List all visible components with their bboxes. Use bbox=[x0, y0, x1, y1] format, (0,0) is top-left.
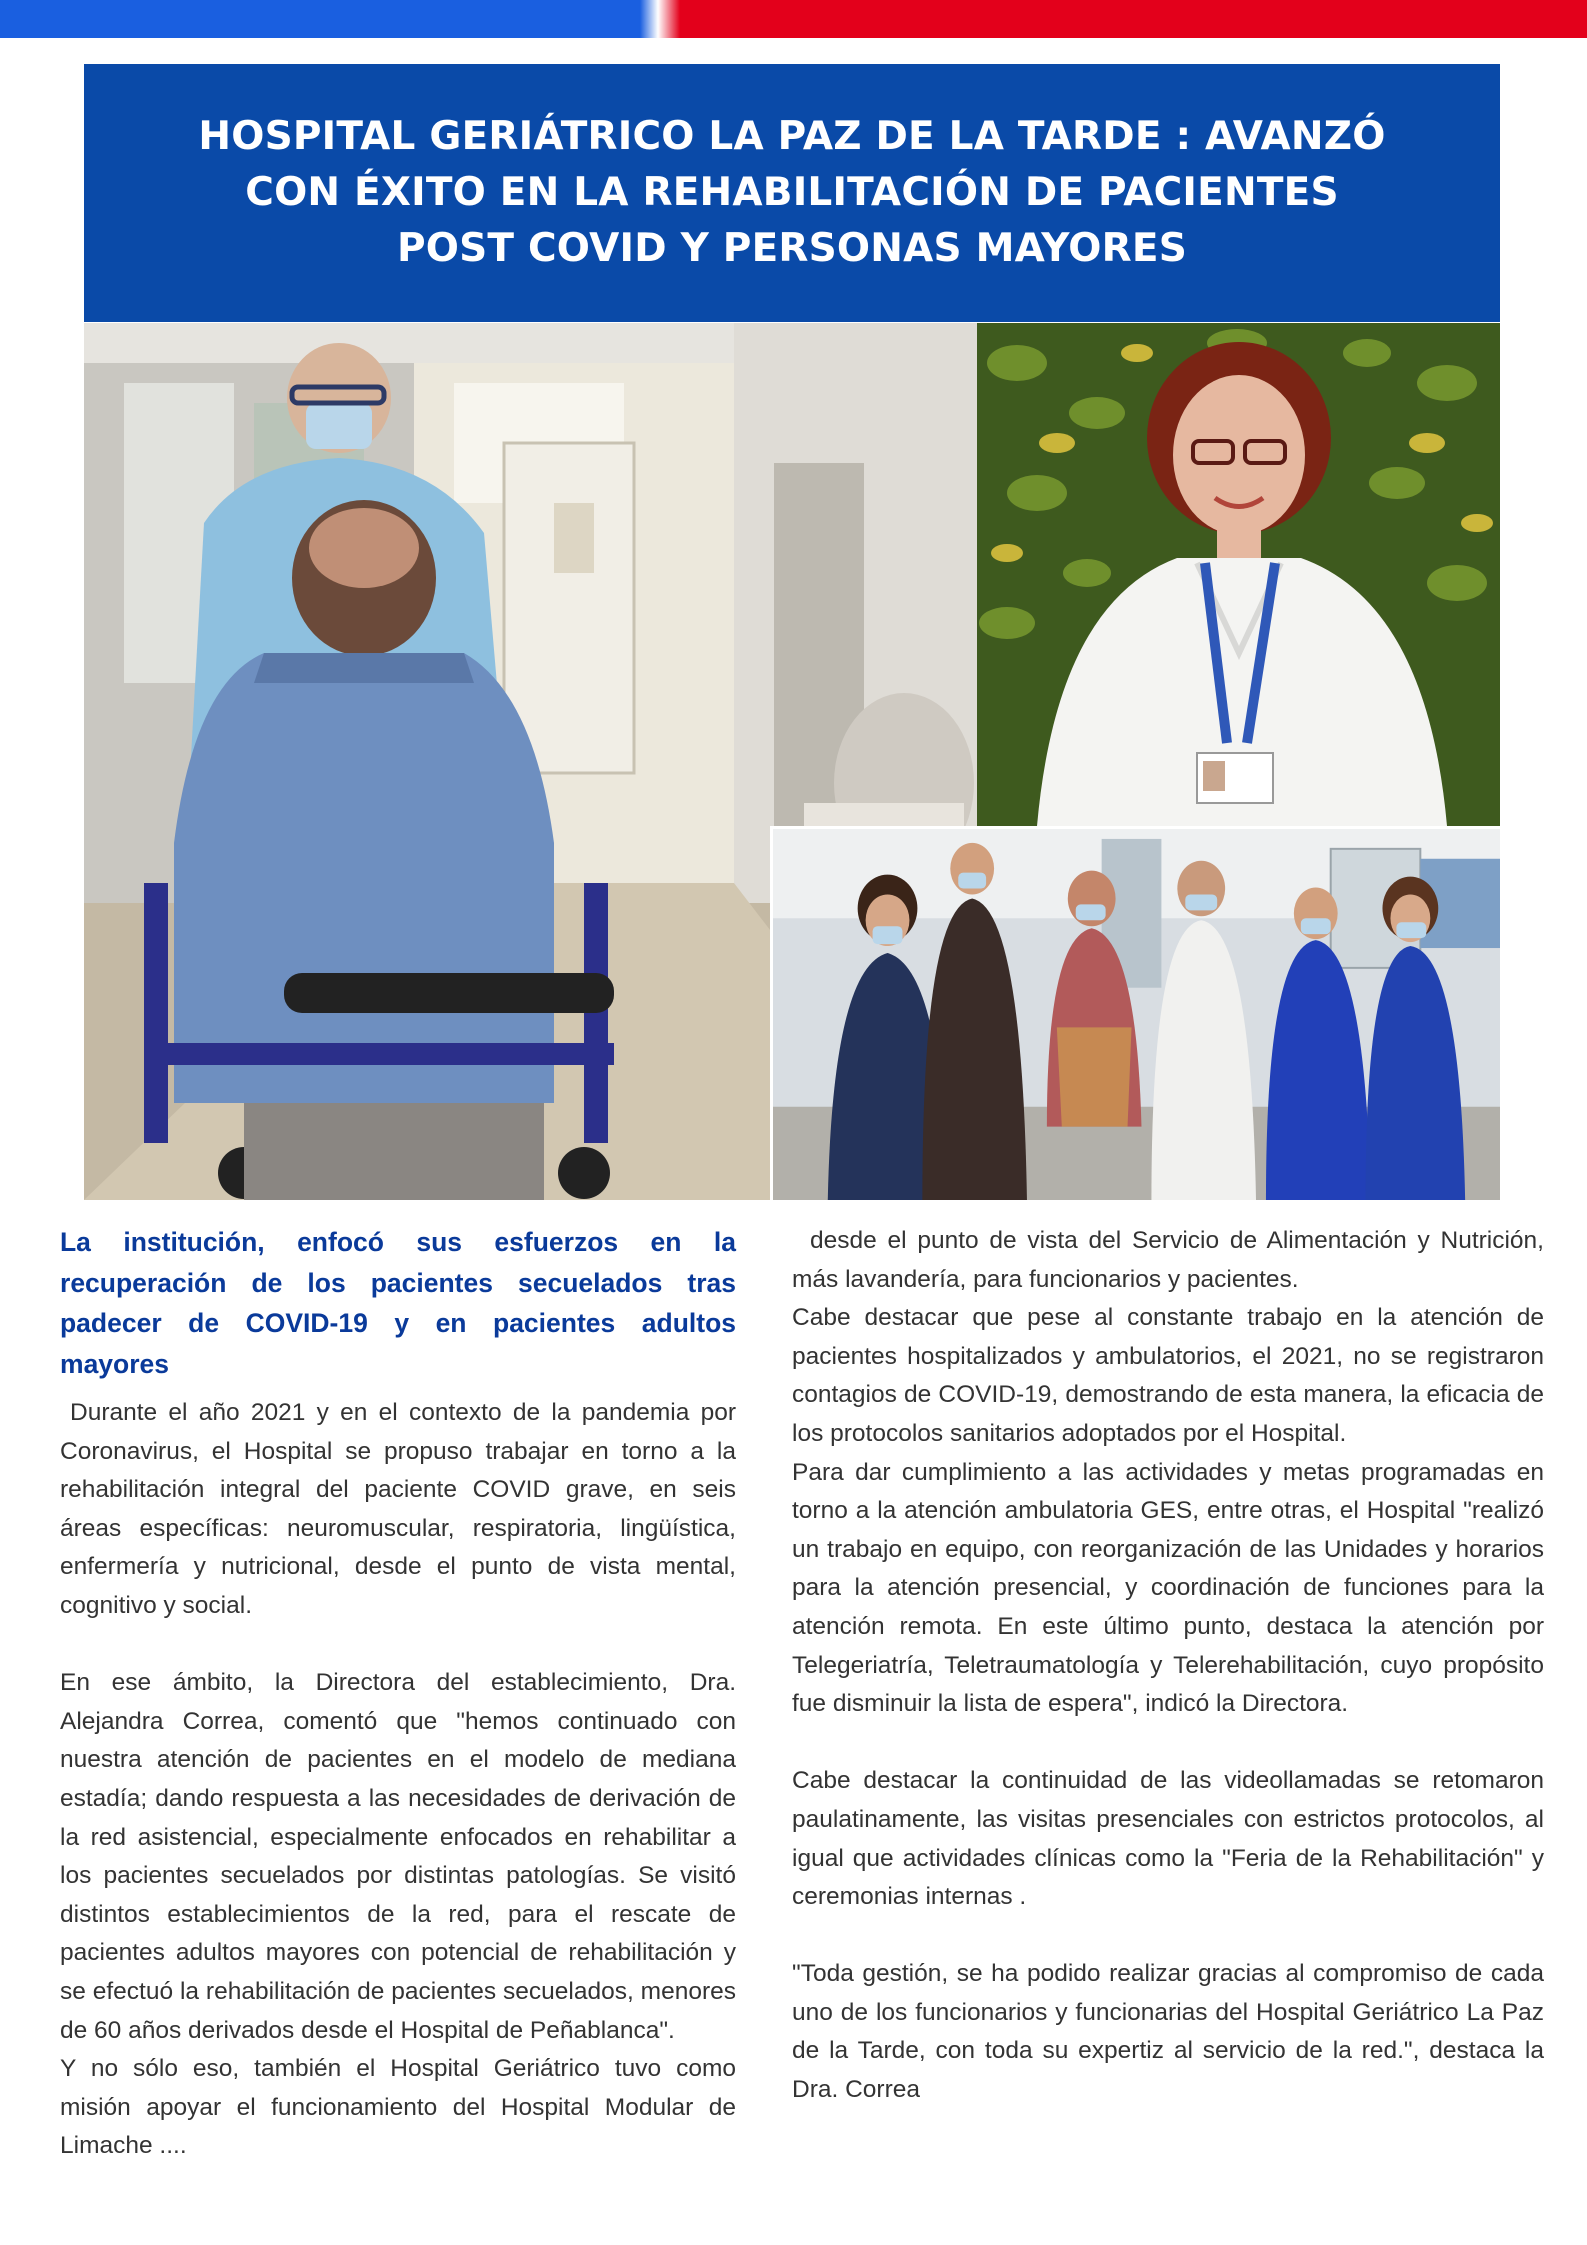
right-paragraph-2: Cabe destacar que pese al constante trabajo en la atención de pacientes hospitalizados y ambulatorios, el 2021, no se registraron contagios de COVID-19, demostrando de esta manera, la eficacia de los protocolos sanitarios adoptados por el Hospital. bbox=[792, 1304, 1544, 1447]
paragraph-gap bbox=[792, 1917, 1544, 1956]
right-paragraph-5: "Toda gestión, se ha podido realizar gracias al compromiso de cada uno de los funcionarios y funcionarias del Hospital Geriátrico La Paz de la Tarde, con toda su expertiz al servicio de la red.", destaca la Dra. Correa bbox=[792, 1960, 1544, 2104]
right-column bbox=[792, 1222, 1544, 2110]
paragraph-gap bbox=[60, 1626, 736, 1665]
doctor-illustration bbox=[977, 323, 1500, 826]
right-paragraph-1: desde el punto de vista del Servicio de Alimentación y Nutrición, más lavandería, para funcionarios y pacientes. bbox=[792, 1227, 1544, 1293]
top-color-bar bbox=[0, 0, 1587, 38]
right-paragraph-4: Cabe destacar la continuidad de las videollamadas se retomaron paulatinamente, las visitas presenciales con estrictos protocolos, al igual que actividades clínicas como la "Feria de la Rehabilitación" y ceremonias internas . bbox=[792, 1767, 1544, 1911]
left-column bbox=[60, 1222, 736, 2166]
photo-doctor-portrait bbox=[977, 323, 1500, 826]
right-paragraph-3: Para dar cumplimiento a las actividades y metas programadas en torno a la atención ambulatoria GES, entre otras, el Hospital "realizó un trabajo en equipo, con reorganización de las Unidades y horarios para la atención presencial, y coordinación de funciones para la atención remota. En este último punto, destaca la atención por Telegeriatría, Teletraumatología y Telerehabilitación, cuyo propósito fue disminuir la lista de espera", indicó la Directora. bbox=[792, 1458, 1544, 1718]
staff-group-illustration bbox=[773, 829, 1500, 1200]
paragraph-gap bbox=[792, 1724, 1544, 1763]
top-bar-blue bbox=[0, 0, 640, 38]
left-paragraph-2: En ese ámbito, la Directora del establecimiento, Dra. Alejandra Correa, comentó que "hemos continuado con nuestra atención de pacientes en el modelo de mediana estadía; dando respuesta a las necesidades de derivación de la red asistencial, especialmente enfocados en rehabilitar a los pacientes secuelados por distintas patologías. Se visitó distintos establecimientos de la red, para el rescate de pacientes adultos mayores con potencial de rehabilitación y se efectuó la rehabilitación de pacientes secuelados, menores de 60 años derivados desde el Hospital de Peñablanca". bbox=[60, 1669, 736, 2044]
page-title: HOSPITAL GERIÁTRICO LA PAZ DE LA TARDE : AVANZÓ CON ÉXITO EN LA REHABILITACIÓN DE PACIENTES POST COVID Y PERSONAS MAYORES bbox=[198, 114, 1386, 271]
lead-paragraph: La institución, enfocó sus esfuerzos en la recuperación de los pacientes secuelados tras padecer de COVID-19 y en pacientes adultos mayores bbox=[60, 1227, 736, 1379]
left-paragraph-3: Y no sólo eso, también el Hospital Geriátrico tuvo como misión apoyar el funcionamiento del Hospital Modular de Limache .... bbox=[60, 2055, 736, 2160]
top-bar-red bbox=[680, 0, 1587, 38]
photo-staff-group bbox=[770, 826, 1500, 1200]
title-banner bbox=[84, 64, 1500, 322]
top-bar-gradient bbox=[640, 0, 680, 38]
left-paragraph-1: Durante el año 2021 y en el contexto de la pandemia por Coronavirus, el Hospital se propuso trabajar en torno a la rehabilitación integral del paciente COVID grave, en seis áreas específicas: neuromuscular, respiratoria, lingüística, enfermería y nutricional, desde el punto de vista mental, cognitivo y social. bbox=[60, 1399, 736, 1619]
